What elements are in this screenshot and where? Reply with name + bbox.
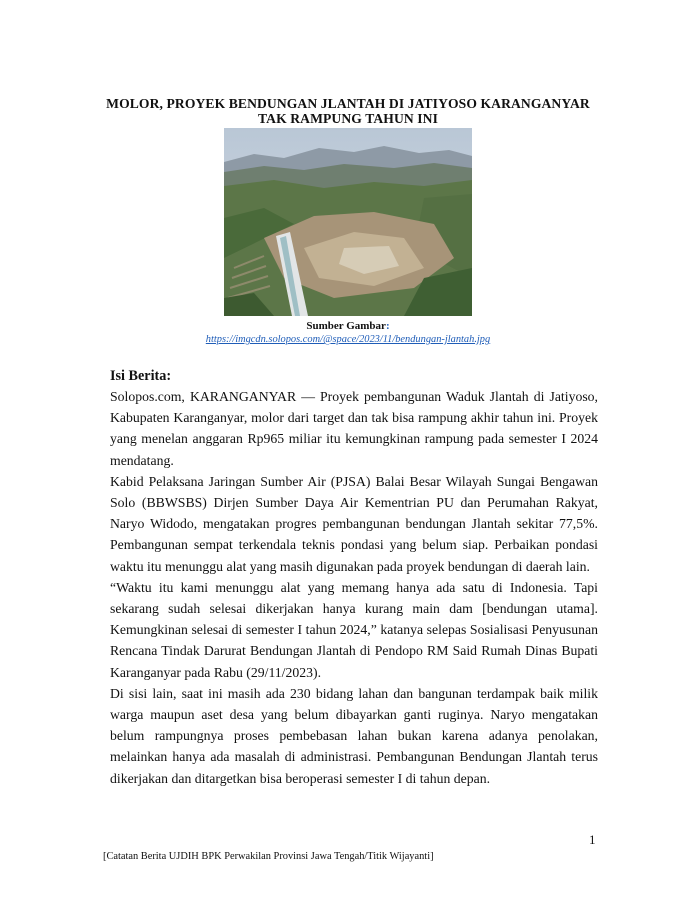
- title-line-1: MOLOR, PROYEK BENDUNGAN JLANTAH DI JATIYOSO KARANGANYAR: [106, 96, 590, 111]
- page-footer: [Catatan Berita UJDIH BPK Perwakilan Provinsi Jawa Tengah/Titik Wijayanti]: [103, 851, 434, 862]
- caption-label: Sumber Gambar:: [306, 320, 390, 332]
- paragraph-3: “Waktu itu kami menunggu alat yang memang hanya ada satu di Indonesia. Tapi sekarang sudah selesai dikerjakan hanya kurang main dam [bendungan utama]. Kemungkinan selesai di semester I tahun 2024,” katanya selepas Sosialisasi Penyusunan Rencana Tindak Darurat Bendungan Jlantah di Pendopo RM Said Rumah Dinas Bupati Karanganyar pada Rabu (29/11/2023).: [110, 579, 598, 680]
- article-body: [110, 386, 598, 789]
- paragraph-2: Kabid Pelaksana Jaringan Sumber Air (PJSA) Balai Besar Wilayah Sungai Bengawan Solo (BBWSBS) Dirjen Sumber Daya Air Kementrian PU dan Perumahan Rakyat, Naryo Widodo, mengatakan progres pembangunan bendungan Jlantah sekitar 77,5%. Pembangunan sempat terkendala teknis pondasi yang belum siap. Perbaikan pondasi waktu itu menunggu alat yang masih digunakan pada proyek bendungan di daerah lain.: [110, 473, 598, 574]
- paragraph-4: Di sisi lain, saat ini masih ada 230 bidang lahan dan bangunan terdampak baik milik warga maupun aset desa yang belum dibayarkan ganti ruginya. Naryo mengatakan belum rampungnya proses pembebasan lahan bukan karena adanya penolakan, melainkan hanya ada masalah di administrasi. Pembangunan Bendungan Jlantah terus dikerjakan dan ditargetkan bisa beroperasi semester I di tahun depan.: [110, 685, 598, 786]
- image-caption: [140, 320, 556, 346]
- section-heading: Isi Berita:: [110, 368, 172, 384]
- dam-aerial-photo: [224, 128, 472, 316]
- image-source-link[interactable]: https://imgcdn.solopos.com/@space/2023/11/bendungan-jlantah.jpg: [205, 334, 491, 345]
- caption-colon-link[interactable]: :: [385, 320, 390, 332]
- title-line-2: TAK RAMPUNG TAHUN INI: [258, 111, 438, 126]
- article-title: [90, 96, 606, 126]
- page-number: 1: [589, 832, 596, 847]
- paragraph-1: Solopos.com, KARANGANYAR — Proyek pembangunan Waduk Jlantah di Jatiyoso, Kabupaten Karanganyar, molor dari target dan tak bisa rampung akhir tahun ini. Proyek yang menelan anggaran Rp965 miliar itu kemungkinan rampung pada semester I 2024 mendatang.: [110, 389, 598, 468]
